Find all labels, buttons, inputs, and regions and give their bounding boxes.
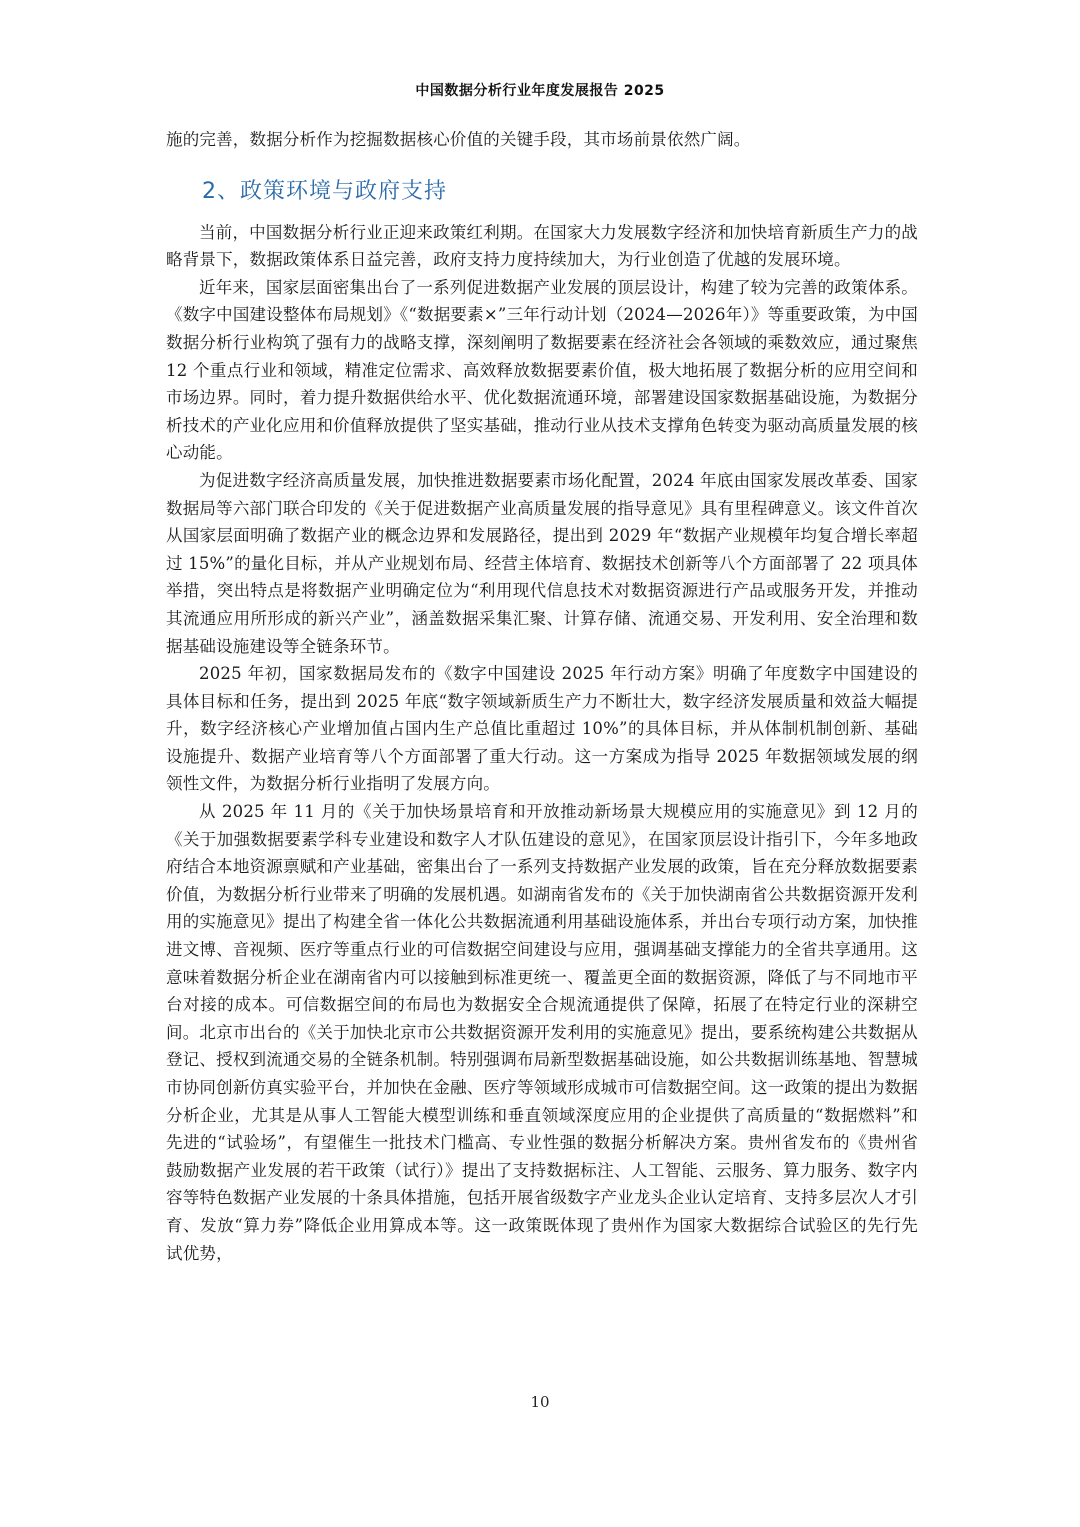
- body-paragraph-5: 从 2025 年 11 月的《关于加快场景培育和开放推动新场景大规模应用的实施意见》到 12 月的《关于加强数据要素学科专业建设和数字人才队伍建设的意见》，在国家顶层设计指引下，今年多地政府结合本地资源禀赋和产业基础，密集出台了一系列支持数据产业发展的政策，旨在充分释放数据要素价值，为数据分析行业带来了明确的发展机遇。如湖南省发布的《关于加快湖南省公共数据资源开发利用的实施意见》提出了构建全省一体化公共数据流通利用基础设施体系，并出台专项行动方案，加快推进文博、音视频、医疗等重点行业的可信数据空间建设与应用，强调基础支撑能力的全省共享通用。这意味着数据分析企业在湖南省内可以接触到标准更统一、覆盖更全面的数据资源，降低了与不同地市平台对接的成本。可信数据空间的布局也为数据安全合规流通提供了保障，拓展了在特定行业的深耕空间。北京市出台的《关于加快北京市公共数据资源开发利用的实施意见》提出，要系统构建公共数据从登记、授权到流通交易的全链条机制。特别强调布局新型数据基础设施，如公共数据训练基地、智慧城市协同创新仿真实验平台，并加快在金融、医疗等领域形成城市可信数据空间。这一政策的提出为数据分析企业，尤其是从事人工智能大模型训练和垂直领域深度应用的企业提供了高质量的“数据燃料”和先进的“试验场”，有望催生一批技术门槛高、专业性强的数据分析解决方案。贵州省发布的《贵州省鼓励数据产业发展的若干政策（试行）》提出了支持数据标注、人工智能、云服务、算力服务、数字内容等特色数据产业发展的十条具体措施，包括开展省级数字产业龙头企业认定培育、支持多层次人才引育、发放“算力券”降低企业用算成本等。这一政策既体现了贵州作为国家大数据综合试验区的先行先试优势，: [166, 802, 918, 1263]
- body-paragraph-2: 近年来，国家层面密集出台了一系列促进数据产业发展的顶层设计，构建了较为完善的政策体系。《数字中国建设整体布局规划》《“数据要素×”三年行动计划（2024—2026年）》等重要政策，为中国数据分析行业构筑了强有力的战略支撑，深刻阐明了数据要素在经济社会各领域的乘数效应，通过聚焦 12 个重点行业和领域，精准定位需求、高效释放数据要素价值，极大地拓展了数据分析的应用空间和市场边界。同时，着力提升数据供给水平、优化数据流通环境，部署建设国家数据基础设施，为数据分析技术的产业化应用和价值释放提供了坚实基础，推动行业从技术支撑角色转变为驱动高质量发展的核心动能。: [166, 277, 918, 463]
- page-content: [166, 126, 918, 1267]
- running-header: 中国数据分析行业年度发展报告 2025: [415, 83, 665, 99]
- page-number: 10: [530, 1393, 550, 1411]
- continuation-paragraph: 施的完善，数据分析作为挖掘数据核心价值的关键手段，其市场前景依然广阔。: [166, 130, 751, 149]
- body-paragraph-1: 当前，中国数据分析行业正迎来政策红利期。在国家大力发展数字经济和加快培育新质生产力的战略背景下，数据政策体系日益完善，政府支持力度持续加大，为行业创造了优越的发展环境。: [166, 222, 918, 270]
- body-paragraph-3: 为促进数字经济高质量发展，加快推进数据要素市场化配置，2024 年底由国家发展改革委、国家数据局等六部门联合印发的《关于促进数据产业高质量发展的指导意见》具有里程碑意义。该文件首次从国家层面明确了数据产业的概念边界和发展路径，提出到 2029 年“数据产业规模年均复合增长率超过 15%”的量化目标，并从产业规划布局、经营主体培育、数据技术创新等八个方面部署了 22 项具体举措，突出特点是将数据产业明确定位为“利用现代信息技术对数据资源进行产品或服务开发，并推动其流通应用所形成的新兴产业”，涵盖数据采集汇聚、计算存储、流通交易、开发利用、安全治理和数据基础设施建设等全链条环节。: [166, 470, 918, 656]
- body-paragraph-4: 2025 年初，国家数据局发布的《数字中国建设 2025 年行动方案》明确了年度数字中国建设的具体目标和任务，提出到 2025 年底“数字领域新质生产力不断壮大，数字经济发展质量和效益大幅提升，数字经济核心产业增加值占国内生产总值比重超过 10%”的具体目标，并从体制机制创新、基础设施提升、数据产业培育等八个方面部署了重大行动。这一方案成为指导 2025 年数据领域发展的纲领性文件，为数据分析行业指明了发展方向。: [166, 664, 918, 794]
- section-heading: 2、政策环境与政府支持: [202, 178, 447, 204]
